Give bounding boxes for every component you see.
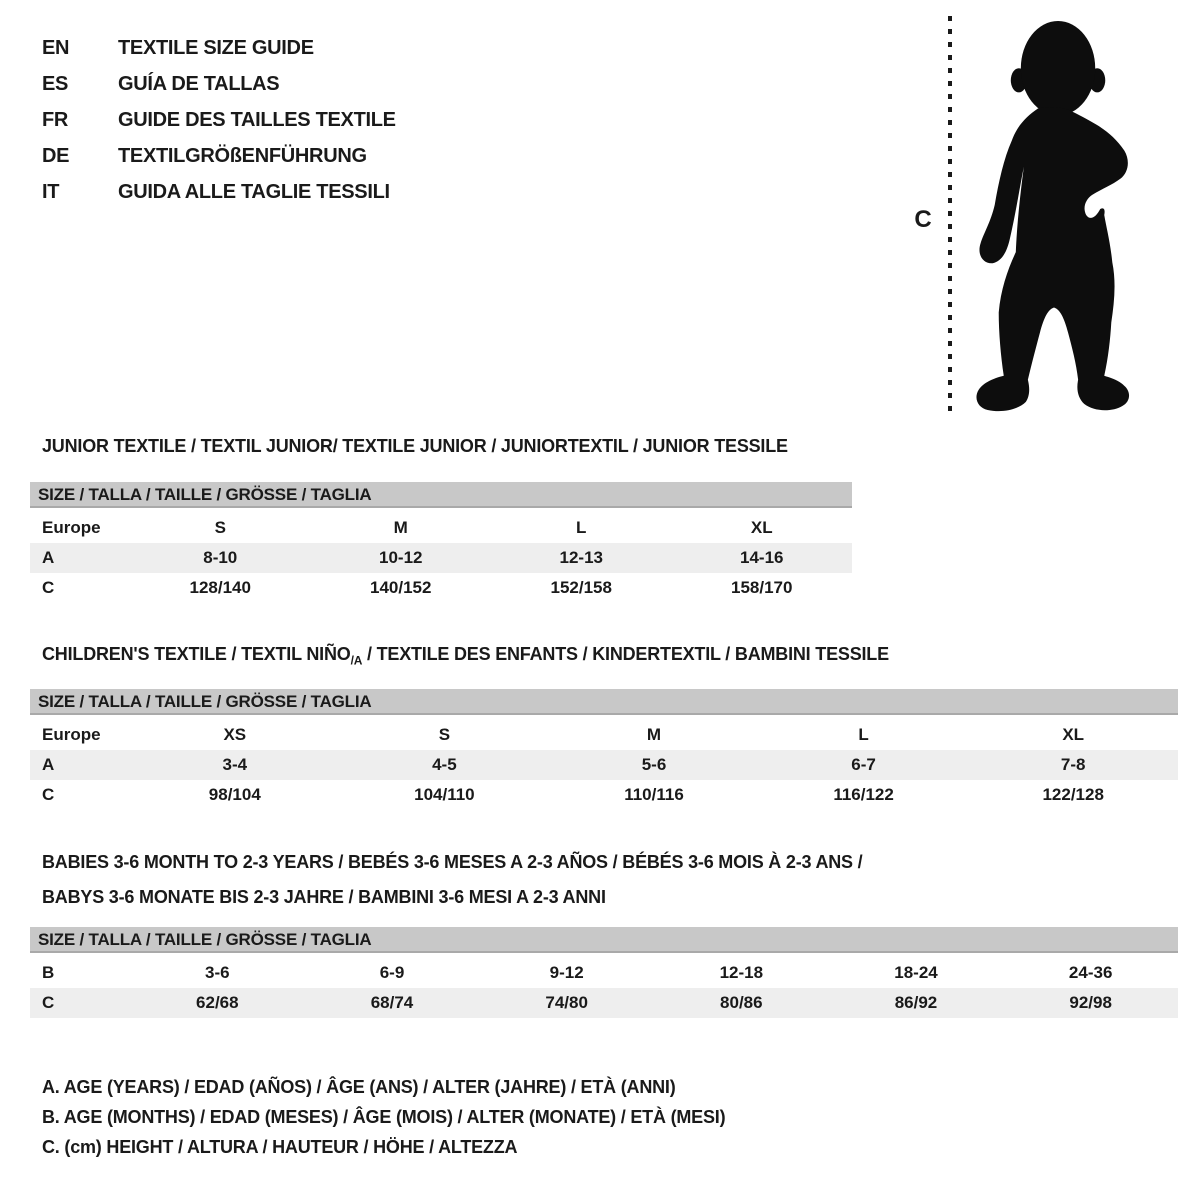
row-label: Europe	[42, 725, 101, 744]
table-row-europe	[30, 513, 852, 543]
cell: 140/152	[370, 578, 432, 597]
row-label: C	[42, 993, 55, 1012]
lang-title: TEXTILGRÖßENFÜHRUNG	[118, 144, 367, 167]
lang-code: EN	[42, 36, 70, 59]
table-row-europe	[30, 720, 1178, 750]
cell: 80/86	[720, 993, 763, 1012]
cell: XL	[750, 518, 773, 537]
cell: 8-10	[203, 548, 238, 567]
babies-section-heading	[42, 845, 862, 915]
cell: 6-7	[851, 755, 876, 774]
children-heading-post: / TEXTILE DES ENFANTS / KINDERTEXTIL / BAMBINI TESSILE	[362, 644, 889, 664]
lang-code: ES	[42, 72, 69, 95]
lang-row-fr	[42, 102, 396, 138]
footnote-c: C. (cm) HEIGHT / ALTURA / HAUTEUR / HÖHE / ALTEZZA	[42, 1137, 518, 1157]
cell: 5-6	[641, 755, 667, 774]
row-label: B	[42, 963, 55, 982]
size-header-band: SIZE / TALLA / TAILLE / GRÖSSE / TAGLIA	[30, 482, 852, 508]
junior-size-table	[30, 482, 852, 603]
table-row-height	[30, 988, 1178, 1018]
row-label: C	[42, 785, 55, 804]
cell: L	[858, 725, 869, 744]
height-measure-label: C	[914, 206, 932, 233]
lang-code: IT	[42, 180, 60, 203]
cell: M	[646, 725, 662, 744]
footnote-a: A. AGE (YEARS) / EDAD (AÑOS) / ÂGE (ANS) / ALTER (JAHRE) / ETÀ (ANNI)	[42, 1077, 676, 1097]
size-header-band: SIZE / TALLA / TAILLE / GRÖSSE / TAGLIA	[30, 927, 1178, 953]
row-label: A	[42, 548, 55, 567]
row-label: A	[42, 755, 55, 774]
cell: 7-8	[1060, 755, 1086, 774]
height-dashed-line	[948, 16, 952, 418]
table-row-age	[30, 543, 852, 573]
lang-row-it	[42, 174, 396, 210]
cell: 3-4	[222, 755, 248, 774]
lang-title: TEXTILE SIZE GUIDE	[118, 36, 314, 59]
cell: 110/116	[624, 785, 684, 804]
cell: XS	[223, 725, 247, 744]
cell: M	[393, 518, 408, 537]
lang-title: GUIDE DES TAILLES TEXTILE	[118, 108, 396, 131]
cell: 4-5	[432, 755, 457, 774]
lang-title: GUÍA DE TALLAS	[118, 72, 280, 95]
cell: 158/170	[731, 578, 793, 597]
cell: 18-24	[894, 963, 938, 982]
cell: 92/98	[1069, 993, 1112, 1012]
junior-section-heading: JUNIOR TEXTILE / TEXTIL JUNIOR/ TEXTILE JUNIOR / JUNIORTEXTIL / JUNIOR TESSILE	[42, 436, 788, 456]
row-label: C	[42, 578, 55, 597]
cell: 74/80	[545, 993, 588, 1012]
lang-title: GUIDA ALLE TAGLIE TESSILI	[118, 180, 390, 203]
table-row-height	[30, 780, 1178, 810]
lang-row-es	[42, 66, 396, 102]
babies-size-table	[30, 927, 1178, 1018]
cell: 98/104	[208, 785, 261, 804]
lang-code: FR	[42, 108, 69, 131]
cell: 12-13	[559, 548, 603, 567]
footnote-b: B. AGE (MONTHS) / EDAD (MESES) / ÂGE (MOIS) / ALTER (MONATE) / ETÀ (MESI)	[42, 1107, 726, 1127]
cell: S	[214, 518, 226, 537]
cell: S	[438, 725, 451, 744]
cell: 116/122	[833, 785, 894, 804]
babies-heading-line1: BABIES 3-6 MONTH TO 2-3 YEARS / BEBÉS 3-6 MESES A 2-3 AÑOS / BÉBÉS 3-6 MOIS À 2-3 ANS /	[42, 852, 863, 872]
cell: 152/158	[550, 578, 612, 597]
footnote-legend	[42, 1072, 725, 1162]
babies-heading-line2: BABYS 3-6 MONATE BIS 2-3 JAHRE / BAMBINI 3-6 MESI A 2-3 ANNI	[42, 887, 606, 907]
row-label: Europe	[42, 518, 101, 537]
children-heading-sub: /A	[350, 653, 363, 668]
table-row-age-months	[30, 958, 1178, 988]
children-size-table	[30, 689, 1178, 810]
toddler-silhouette-icon	[973, 16, 1135, 423]
cell: 122/128	[1042, 785, 1104, 804]
cell: 62/68	[196, 993, 239, 1012]
cell: 24-36	[1068, 963, 1113, 982]
language-title-list	[42, 30, 396, 210]
cell: 6-9	[379, 963, 405, 982]
cell: XL	[1062, 725, 1085, 744]
cell: 10-12	[379, 548, 423, 567]
cell: 3-6	[205, 963, 230, 982]
cell: L	[576, 518, 587, 537]
cell: 9-12	[549, 963, 584, 982]
table-row-height	[30, 573, 852, 603]
table-row-age	[30, 750, 1178, 780]
children-section-heading	[42, 644, 889, 668]
lang-row-de	[42, 138, 396, 174]
cell: 86/92	[894, 993, 938, 1012]
cell: 12-18	[719, 963, 764, 982]
size-header-band: SIZE / TALLA / TAILLE / GRÖSSE / TAGLIA	[30, 689, 1178, 715]
cell: 104/110	[414, 785, 475, 804]
children-heading-pre: CHILDREN'S TEXTILE / TEXTIL NIÑO	[42, 644, 351, 664]
lang-row-en	[42, 30, 396, 66]
cell: 14-16	[740, 548, 784, 567]
cell: 128/140	[189, 578, 251, 597]
cell: 68/74	[370, 993, 414, 1012]
lang-code: DE	[42, 144, 70, 167]
